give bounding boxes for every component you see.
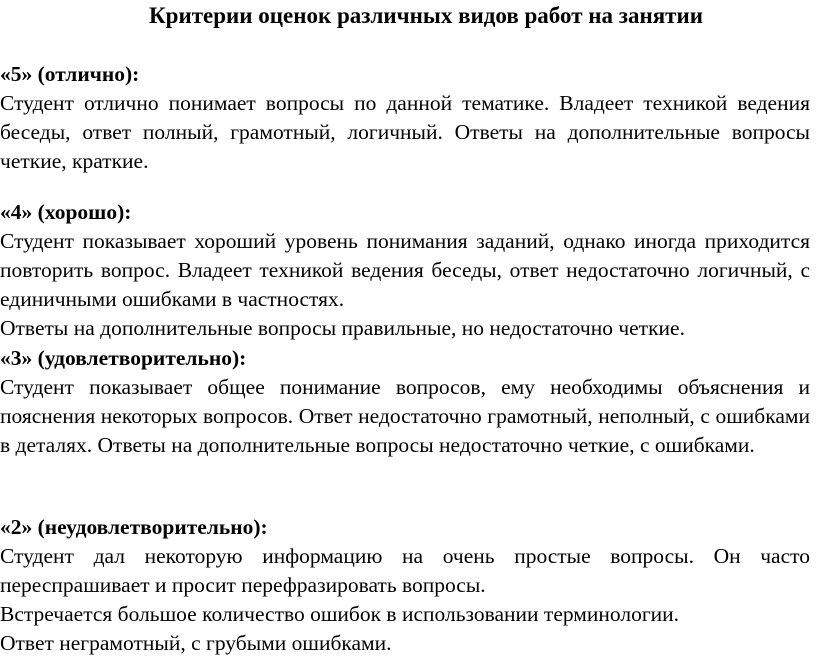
grade-3-section [0,344,810,460]
grade-5-section [0,60,810,176]
grade-5-description: Студент отлично понимает вопросы по данной тематике. Владеет техникой ведения беседы, ответ полный, грамотный, логичный. Ответы на дополнительные вопросы четкие, краткие. [0,91,810,173]
grade-3-description: Студент показывает общее понимание вопросов, ему необходимы объяснения и пояснения некоторых вопросов. Ответ недостаточно грамотный, неполный, с ошибками в деталях. Ответы на дополнительные вопросы недостаточно четкие, с ошибками. [0,375,810,457]
grade-2-terminology: Встречается большое количество ошибок в использовании терминологии. [0,602,680,626]
grade-3-heading: «3» (удовлетворительно): [0,346,247,370]
document-page [3,0,813,30]
grade-4-extra: Ответы на дополнительные вопросы правильные, но недостаточно четкие. [0,316,685,340]
grade-2-description: Студент дал некоторую информацию на очень простые вопросы. Он часто переспрашивает и просит перефразировать вопросы. [0,544,810,597]
grade-2-heading: «2» (неудовлетворительно): [0,515,268,539]
document-title: Критерии оценок различных видов работ на занятии [149,3,703,28]
grade-2-errors: Ответ неграмотный, с грубыми ошибками. [0,631,392,655]
grade-4-section [0,198,810,343]
grade-4-heading: «4» (хорошо): [0,200,132,224]
grade-2-section [0,513,810,658]
grade-4-description: Студент показывает хороший уровень понимания заданий, однако иногда приходится повторить вопрос. Владеет техникой ведения беседы, ответ недостаточно логичный, с единичными ошибками в частностях. [0,229,810,311]
grade-5-heading: «5» (отлично): [0,62,140,86]
